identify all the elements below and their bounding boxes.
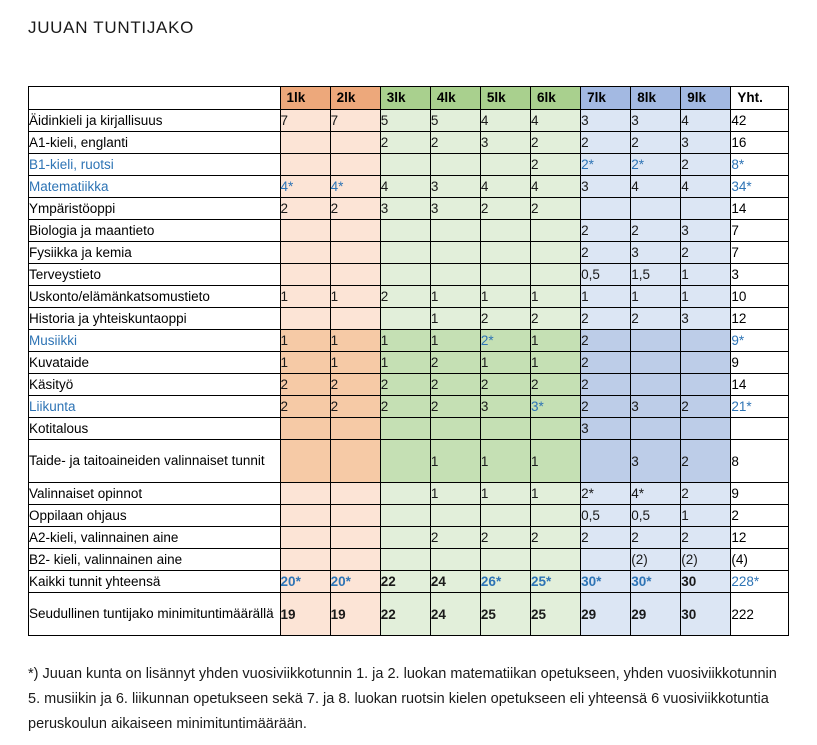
table-row: [29, 220, 789, 242]
cell-g4: [430, 220, 480, 242]
table-row: [29, 352, 789, 374]
cell-g6: 2: [531, 308, 581, 330]
row-subject-label: Matematiikka: [29, 176, 281, 198]
table-row: [29, 154, 789, 176]
cell-g4: [430, 418, 480, 440]
cell-g3: [380, 242, 430, 264]
cell-g6: 4: [531, 176, 581, 198]
cell-g7: 2: [581, 132, 631, 154]
cell-g9: 3: [681, 132, 731, 154]
table-header: [29, 87, 789, 110]
table-row: [29, 330, 789, 352]
row-subject-label: Valinnaiset opinnot: [29, 483, 281, 505]
cell-total: 9*: [731, 330, 789, 352]
cell-g7: 3: [581, 176, 631, 198]
table-row: [29, 242, 789, 264]
cell-total: 12: [731, 308, 789, 330]
cell-g8: 1: [631, 286, 681, 308]
cell-g4: [430, 242, 480, 264]
table-body: [29, 110, 789, 636]
cell-g8: (2): [631, 549, 681, 571]
cell-g2: 1: [330, 330, 380, 352]
cell-g7: [581, 440, 631, 483]
column-header-g1: 1lk: [280, 87, 330, 110]
cell-g6: 3*: [531, 396, 581, 418]
cell-g8: [631, 374, 681, 396]
cell-g5: [480, 264, 530, 286]
column-header-g7: 7lk: [581, 87, 631, 110]
table-row: [29, 527, 789, 549]
cell-total: 9: [731, 483, 789, 505]
cell-g3: [380, 220, 430, 242]
cell-g7: 2: [581, 242, 631, 264]
cell-g3: 2: [380, 374, 430, 396]
row-subject-label: Kuvataide: [29, 352, 281, 374]
cell-g2: [330, 483, 380, 505]
row-subject-label: Musiikki: [29, 330, 281, 352]
cell-g6: [531, 220, 581, 242]
cell-g8: 2: [631, 527, 681, 549]
cell-g8: 3: [631, 440, 681, 483]
cell-g6: 2: [531, 154, 581, 176]
cell-g7: 0,5: [581, 264, 631, 286]
cell-g6: 2: [531, 527, 581, 549]
cell-g1: 19: [280, 593, 330, 636]
cell-g6: 4: [531, 110, 581, 132]
cell-g3: 1: [380, 330, 430, 352]
cell-g3: [380, 505, 430, 527]
cell-g1: [280, 220, 330, 242]
cell-g1: [280, 483, 330, 505]
cell-g4: 2: [430, 132, 480, 154]
table-row: [29, 308, 789, 330]
cell-g8: 3: [631, 110, 681, 132]
row-subject-label: B2- kieli, valinnainen aine: [29, 549, 281, 571]
cell-g9: 30: [681, 571, 731, 593]
cell-g5: [480, 220, 530, 242]
cell-g3: 4: [380, 176, 430, 198]
cell-g7: 2: [581, 396, 631, 418]
cell-g9: 1: [681, 505, 731, 527]
table-row: [29, 593, 789, 636]
row-subject-label: A1-kieli, englanti: [29, 132, 281, 154]
cell-total: 7: [731, 242, 789, 264]
cell-g4: 2: [430, 352, 480, 374]
cell-g1: [280, 527, 330, 549]
cell-g3: 2: [380, 132, 430, 154]
cell-g1: 2: [280, 374, 330, 396]
cell-g5: 1: [480, 483, 530, 505]
row-subject-label: Oppilaan ohjaus: [29, 505, 281, 527]
cell-g2: [330, 418, 380, 440]
cell-total: 8*: [731, 154, 789, 176]
cell-g2: 4*: [330, 176, 380, 198]
cell-g2: [330, 308, 380, 330]
cell-g7: 30*: [581, 571, 631, 593]
cell-g1: [280, 440, 330, 483]
cell-total: 3: [731, 264, 789, 286]
column-header-g2: 2lk: [330, 87, 380, 110]
cell-g7: 0,5: [581, 505, 631, 527]
cell-g6: [531, 549, 581, 571]
cell-g6: 25: [531, 593, 581, 636]
cell-g7: 2: [581, 330, 631, 352]
cell-g7: [581, 549, 631, 571]
cell-g5: 2: [480, 308, 530, 330]
cell-g4: 2: [430, 527, 480, 549]
cell-g1: 1: [280, 330, 330, 352]
cell-g5: [480, 549, 530, 571]
cell-total: 42: [731, 110, 789, 132]
cell-g4: 2: [430, 396, 480, 418]
cell-g1: 2: [280, 198, 330, 220]
cell-g8: 2: [631, 308, 681, 330]
row-subject-label: Biologia ja maantieto: [29, 220, 281, 242]
row-subject-label: Historia ja yhteiskuntaoppi: [29, 308, 281, 330]
cell-g2: 19: [330, 593, 380, 636]
cell-g9: [681, 198, 731, 220]
cell-g2: [330, 154, 380, 176]
cell-g5: 1: [480, 352, 530, 374]
cell-g6: [531, 242, 581, 264]
cell-g7: 3: [581, 110, 631, 132]
cell-g8: [631, 352, 681, 374]
table-row: [29, 418, 789, 440]
column-header-g3: 3lk: [380, 87, 430, 110]
cell-g3: [380, 440, 430, 483]
cell-g3: 22: [380, 571, 430, 593]
cell-total: 222: [731, 593, 789, 636]
cell-g5: 4: [480, 176, 530, 198]
cell-g9: (2): [681, 549, 731, 571]
cell-g4: [430, 549, 480, 571]
cell-g7: 2: [581, 220, 631, 242]
cell-g7: 3: [581, 418, 631, 440]
cell-g2: 2: [330, 198, 380, 220]
cell-g7: 2*: [581, 154, 631, 176]
cell-total: 12: [731, 527, 789, 549]
table-row: [29, 505, 789, 527]
cell-g5: [480, 418, 530, 440]
cell-g9: 4: [681, 110, 731, 132]
cell-g6: [531, 418, 581, 440]
cell-g5: [480, 505, 530, 527]
table-row: [29, 396, 789, 418]
cell-g8: 3: [631, 242, 681, 264]
cell-g9: [681, 418, 731, 440]
row-subject-label: A2-kieli, valinnainen aine: [29, 527, 281, 549]
footnote-text: *) Juuan kunta on lisännyt yhden vuosiviikkotunnin 1. ja 2. luokan matematiikan opetukseen, yhden vuosiviikkotunnin 5. musiikin ja 6. liikunnan opetukseen sekä 7. ja 8. luokan ruotsin kielen opetukseen eli yhteensä 6 vuosiviikkotuntia peruskoulun aikaiseen minimituntimäärään.: [28, 666, 777, 732]
cell-g9: 2: [681, 396, 731, 418]
table-row: [29, 483, 789, 505]
cell-g4: 24: [430, 571, 480, 593]
cell-g5: 1: [480, 286, 530, 308]
cell-g2: 1: [330, 286, 380, 308]
cell-total: 16: [731, 132, 789, 154]
cell-g6: 1: [531, 440, 581, 483]
cell-g7: 2: [581, 352, 631, 374]
cell-total: 7: [731, 220, 789, 242]
cell-g4: [430, 154, 480, 176]
cell-g1: [280, 154, 330, 176]
cell-total: 34*: [731, 176, 789, 198]
row-subject-label: Uskonto/elämänkatsomustieto: [29, 286, 281, 308]
table-row: [29, 198, 789, 220]
cell-g9: [681, 330, 731, 352]
cell-g1: 1: [280, 286, 330, 308]
column-header-g6: 6lk: [531, 87, 581, 110]
cell-g4: 5: [430, 110, 480, 132]
tuntijako-table: [28, 86, 789, 636]
cell-g2: 20*: [330, 571, 380, 593]
cell-g7: 1: [581, 286, 631, 308]
cell-g3: 3: [380, 198, 430, 220]
cell-g1: 20*: [280, 571, 330, 593]
cell-g3: [380, 264, 430, 286]
cell-g7: [581, 198, 631, 220]
cell-g1: [280, 549, 330, 571]
cell-g5: 4: [480, 110, 530, 132]
cell-g1: 1: [280, 352, 330, 374]
cell-g7: 29: [581, 593, 631, 636]
cell-g3: [380, 483, 430, 505]
cell-g8: [631, 418, 681, 440]
cell-g6: [531, 264, 581, 286]
cell-g5: 3: [480, 396, 530, 418]
cell-g2: 1: [330, 352, 380, 374]
cell-g5: 25: [480, 593, 530, 636]
cell-g1: 7: [280, 110, 330, 132]
cell-g5: 26*: [480, 571, 530, 593]
cell-g2: [330, 505, 380, 527]
cell-total: 14: [731, 374, 789, 396]
cell-g2: [330, 132, 380, 154]
cell-g4: 3: [430, 198, 480, 220]
table-row: [29, 264, 789, 286]
cell-g6: 1: [531, 286, 581, 308]
table-row: [29, 374, 789, 396]
cell-g7: 2: [581, 308, 631, 330]
cell-g4: 1: [430, 308, 480, 330]
cell-g6: 2: [531, 374, 581, 396]
row-subject-label: Käsityö: [29, 374, 281, 396]
cell-g1: [280, 505, 330, 527]
column-header-g9: 9lk: [681, 87, 731, 110]
cell-g5: [480, 242, 530, 264]
cell-total: (4): [731, 549, 789, 571]
cell-g3: [380, 418, 430, 440]
cell-g8: 2: [631, 132, 681, 154]
cell-g8: 4*: [631, 483, 681, 505]
cell-g2: 7: [330, 110, 380, 132]
table-row: [29, 549, 789, 571]
cell-g9: [681, 352, 731, 374]
cell-g5: 2*: [480, 330, 530, 352]
cell-g8: 2: [631, 220, 681, 242]
cell-g4: [430, 264, 480, 286]
cell-g8: 30*: [631, 571, 681, 593]
cell-total: 2: [731, 505, 789, 527]
cell-g6: 2: [531, 198, 581, 220]
cell-g6: 1: [531, 352, 581, 374]
column-header-g8: 8lk: [631, 87, 681, 110]
cell-g9: 3: [681, 220, 731, 242]
cell-total: 9: [731, 352, 789, 374]
cell-g9: [681, 374, 731, 396]
cell-g1: 2: [280, 396, 330, 418]
column-header-g4: 4lk: [430, 87, 480, 110]
cell-g1: [280, 264, 330, 286]
cell-g4: 3: [430, 176, 480, 198]
cell-g4: 1: [430, 483, 480, 505]
cell-g8: 29: [631, 593, 681, 636]
cell-g9: 3: [681, 308, 731, 330]
row-subject-label: Liikunta: [29, 396, 281, 418]
table-row: [29, 571, 789, 593]
cell-g3: 2: [380, 396, 430, 418]
cell-g9: 1: [681, 264, 731, 286]
cell-g1: [280, 132, 330, 154]
cell-g3: 2: [380, 286, 430, 308]
cell-g5: 2: [480, 198, 530, 220]
cell-g6: 25*: [531, 571, 581, 593]
cell-g6: 1: [531, 483, 581, 505]
cell-g3: [380, 549, 430, 571]
cell-g9: 2: [681, 483, 731, 505]
table-row: [29, 110, 789, 132]
cell-g2: [330, 264, 380, 286]
cell-g4: 1: [430, 440, 480, 483]
cell-g9: 2: [681, 440, 731, 483]
table-header-row: [29, 87, 789, 110]
cell-g2: [330, 440, 380, 483]
row-subject-label: Kaikki tunnit yhteensä: [29, 571, 281, 593]
page-title: JUUAN TUNTIJAKO: [28, 18, 195, 37]
cell-g6: 2: [531, 132, 581, 154]
cell-g1: [280, 418, 330, 440]
cell-g7: 2: [581, 527, 631, 549]
cell-g9: 4: [681, 176, 731, 198]
cell-g3: 22: [380, 593, 430, 636]
cell-g3: 1: [380, 352, 430, 374]
cell-g9: 2: [681, 154, 731, 176]
cell-g4: 1: [430, 330, 480, 352]
cell-total: 228*: [731, 571, 789, 593]
column-header-g5: 5lk: [480, 87, 530, 110]
cell-g2: 2: [330, 396, 380, 418]
cell-g7: 2*: [581, 483, 631, 505]
table-row: [29, 440, 789, 483]
cell-g5: 2: [480, 527, 530, 549]
row-subject-label: Terveystieto: [29, 264, 281, 286]
cell-g9: 1: [681, 286, 731, 308]
cell-total: 8: [731, 440, 789, 483]
cell-g5: 3: [480, 132, 530, 154]
cell-g6: 1: [531, 330, 581, 352]
cell-g3: [380, 527, 430, 549]
cell-g8: 0,5: [631, 505, 681, 527]
row-subject-label: Taide- ja taitoaineiden valinnaiset tunnit: [29, 440, 281, 483]
cell-g4: 1: [430, 286, 480, 308]
cell-g8: 4: [631, 176, 681, 198]
cell-total: 14: [731, 198, 789, 220]
cell-g7: 2: [581, 374, 631, 396]
cell-g2: [330, 220, 380, 242]
cell-total: [731, 418, 789, 440]
cell-g3: 5: [380, 110, 430, 132]
cell-g8: 1,5: [631, 264, 681, 286]
cell-g9: 30: [681, 593, 731, 636]
tuntijako-table-container: [28, 86, 789, 636]
cell-g4: 2: [430, 374, 480, 396]
cell-total: 21*: [731, 396, 789, 418]
row-subject-label: Kotitalous: [29, 418, 281, 440]
cell-g5: [480, 154, 530, 176]
row-subject-label: Ympäristöoppi: [29, 198, 281, 220]
table-corner-cell: [29, 87, 281, 110]
row-subject-label: Seudullinen tuntijako minimituntimäärällä: [29, 593, 281, 636]
cell-g2: [330, 527, 380, 549]
cell-g4: [430, 505, 480, 527]
cell-g8: [631, 330, 681, 352]
cell-g6: [531, 505, 581, 527]
table-row: [29, 132, 789, 154]
column-header-yht: Yht.: [731, 87, 789, 110]
cell-g5: 2: [480, 374, 530, 396]
cell-g2: [330, 549, 380, 571]
table-row: [29, 176, 789, 198]
cell-g2: [330, 242, 380, 264]
cell-g8: 3: [631, 396, 681, 418]
cell-g9: 2: [681, 527, 731, 549]
cell-total: 10: [731, 286, 789, 308]
cell-g4: 24: [430, 593, 480, 636]
cell-g8: 2*: [631, 154, 681, 176]
cell-g3: [380, 308, 430, 330]
cell-g1: [280, 242, 330, 264]
cell-g8: [631, 198, 681, 220]
row-subject-label: Fysiikka ja kemia: [29, 242, 281, 264]
cell-g1: 4*: [280, 176, 330, 198]
cell-g9: 2: [681, 242, 731, 264]
row-subject-label: Äidinkieli ja kirjallisuus: [29, 110, 281, 132]
row-subject-label: B1-kieli, ruotsi: [29, 154, 281, 176]
table-row: [29, 286, 789, 308]
cell-g1: [280, 308, 330, 330]
cell-g5: 1: [480, 440, 530, 483]
cell-g3: [380, 154, 430, 176]
cell-g2: 2: [330, 374, 380, 396]
